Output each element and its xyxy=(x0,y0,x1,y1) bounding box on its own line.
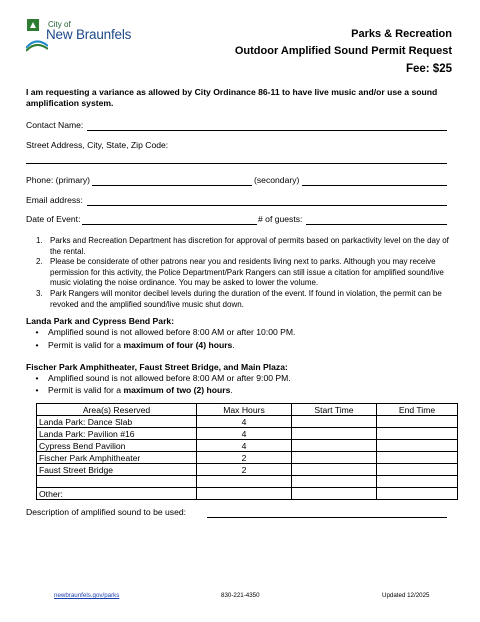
description-label: Description of amplified sound to be used: xyxy=(26,507,187,517)
start-time-cell[interactable] xyxy=(292,476,377,488)
table-row xyxy=(37,428,458,440)
email-label: Email address: xyxy=(26,195,83,205)
description-field[interactable] xyxy=(207,517,447,518)
fischer-rule-2: • Permit is valid for a maximum of two (2) hours. xyxy=(35,385,233,395)
area-cell: Landa Park: Pavilion #16 xyxy=(37,428,197,440)
table-row xyxy=(37,476,458,488)
max-hours-cell[interactable] xyxy=(197,476,292,488)
phone-primary-field[interactable] xyxy=(92,185,252,186)
email-field[interactable] xyxy=(87,205,447,206)
department-title: Parks & Recreation xyxy=(351,28,452,40)
column-header: End Time xyxy=(377,404,458,416)
rules-list xyxy=(26,236,456,310)
start-time-cell[interactable] xyxy=(292,452,377,464)
start-time-cell[interactable] xyxy=(292,488,377,500)
start-time-cell[interactable] xyxy=(292,428,377,440)
contact-name-label: Contact Name: xyxy=(26,120,84,130)
max-hours-cell: 4 xyxy=(197,428,292,440)
leaf-icon xyxy=(26,18,48,52)
start-time-cell[interactable] xyxy=(292,464,377,476)
end-time-cell[interactable] xyxy=(377,428,458,440)
table-row xyxy=(37,488,458,500)
landa-rule-2: • Permit is valid for a maximum of four (4) hours. xyxy=(35,340,235,350)
form-title: Outdoor Amplified Sound Permit Request xyxy=(234,45,452,57)
phone-secondary-field[interactable] xyxy=(302,185,447,186)
fee-label: Fee: $25 xyxy=(405,63,452,75)
end-time-cell[interactable] xyxy=(377,488,458,500)
end-time-cell[interactable] xyxy=(377,416,458,428)
table-row xyxy=(37,452,458,464)
max-hours-cell: 4 xyxy=(197,440,292,452)
guests-field[interactable] xyxy=(306,224,447,225)
area-cell: Landa Park: Dance Slab xyxy=(37,416,197,428)
max-hours-cell: 4 xyxy=(197,416,292,428)
fischer-heading: Fischer Park Amphitheater, Faust Street Bridge, and Main Plaza: xyxy=(26,362,288,372)
other-area-cell[interactable]: Other: xyxy=(37,488,197,500)
phone-secondary-label: (secondary) xyxy=(254,175,300,185)
area-cell: Faust Street Bridge xyxy=(37,464,197,476)
address-label: Street Address, City, State, Zip Code: xyxy=(26,140,169,150)
parks-website-link[interactable]: newbraunfels.gov/parks xyxy=(54,592,120,599)
event-date-field[interactable] xyxy=(82,224,257,225)
city-logo xyxy=(26,18,136,54)
event-date-label: Date of Event: xyxy=(26,214,81,224)
fischer-rule-1: • Amplified sound is not allowed before 8:00 AM or after 9:00 PM. xyxy=(35,373,291,383)
table-row xyxy=(37,440,458,452)
footer-phone: 830-221-4350 xyxy=(221,592,260,599)
end-time-cell[interactable] xyxy=(377,476,458,488)
reservation-table xyxy=(36,403,458,500)
intro-statement: I am requesting a variance as allowed by City Ordinance 86-11 to have live music and/or use a sound amplification system. xyxy=(26,87,438,108)
landa-rule-1: • Amplified sound is not allowed before 8:00 AM or after 10:00 PM. xyxy=(35,327,296,337)
column-header: Start Time xyxy=(292,404,377,416)
landa-heading: Landa Park and Cypress Bend Park: xyxy=(26,316,175,326)
column-header: Area(s) Reserved xyxy=(37,404,197,416)
max-hours-cell[interactable] xyxy=(197,488,292,500)
rule-item: 3. Park Rangers will monitor decibel levels during the duration of the event. If found in violation, the permit can be revoked and the amplified sound/live music shut down. xyxy=(36,288,442,309)
column-header: Max Hours xyxy=(197,404,292,416)
area-cell: Fischer Park Amphitheater xyxy=(37,452,197,464)
start-time-cell[interactable] xyxy=(292,440,377,452)
end-time-cell[interactable] xyxy=(377,452,458,464)
area-cell: Cypress Bend Pavilion xyxy=(37,440,197,452)
table-row xyxy=(37,464,458,476)
contact-name-field[interactable] xyxy=(87,130,447,131)
end-time-cell[interactable] xyxy=(377,440,458,452)
table-row xyxy=(37,416,458,428)
table-header-row xyxy=(37,404,458,416)
logo-city-text: City of xyxy=(48,20,71,29)
max-hours-cell: 2 xyxy=(197,464,292,476)
rule-item: 2. Please be considerate of other patrons near you and residents living next to parks. Although you may receive permission for this activity, the Police Department/Park Rangers can still issue a citation for amplified sound/live music violating the noise ordinance. You may be asked to lower the volume. xyxy=(36,257,444,288)
guests-label: # of guests: xyxy=(258,214,303,224)
end-time-cell[interactable] xyxy=(377,464,458,476)
footer-updated: Updated 12/2025 xyxy=(382,592,430,599)
logo-name-text: New Braunfels xyxy=(46,27,132,42)
address-field[interactable] xyxy=(26,163,447,164)
start-time-cell[interactable] xyxy=(292,416,377,428)
max-hours-cell: 2 xyxy=(197,452,292,464)
phone-primary-label: Phone: (primary) xyxy=(26,175,90,185)
rule-item: 1. Parks and Recreation Department has discretion for approval of permits based on parkactivity level on the day of the rental. xyxy=(36,236,449,256)
area-cell[interactable] xyxy=(37,476,197,488)
